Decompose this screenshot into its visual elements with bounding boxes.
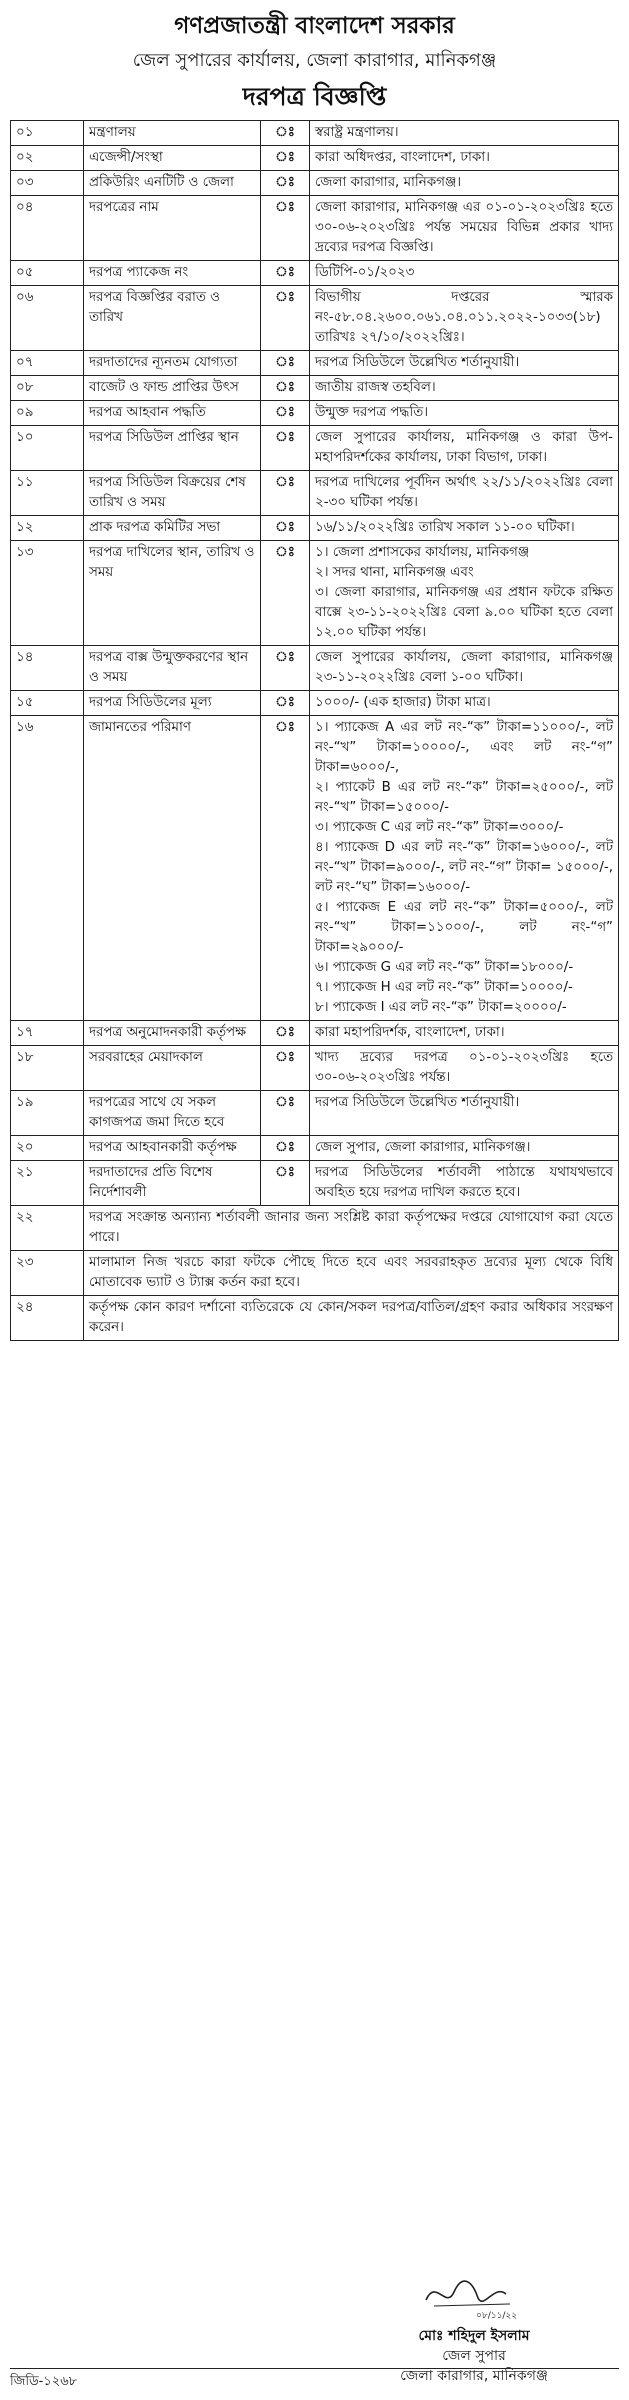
row-colon: ঃ	[261, 376, 310, 401]
table-row	[11, 376, 619, 401]
row-value-line: ৮। প্যাকেজ I এর লট নং-“ক” টাকা=২০০০০/-	[315, 1000, 567, 1015]
signature-mark-icon	[414, 2270, 534, 2322]
row-value: দরপত্র সিডিউলে উল্লেখিত শর্তানুযায়ী।	[310, 351, 619, 376]
row-serial: ২৪	[11, 1296, 84, 1341]
row-value-line: ২। প্যাকেট B এর লট নং-“ক” টাকা=২৫০০০/-, লট নং-“খ” টাকা=১৫০০০/-	[315, 780, 613, 815]
row-serial: ২৩	[11, 1251, 84, 1296]
row-serial: ০৬	[11, 286, 84, 351]
row-value	[310, 716, 619, 1021]
table-row	[11, 196, 619, 261]
row-colon: ঃ	[261, 121, 310, 146]
signatory-office: জেলা কারাগার, মানিকগঞ্জ	[400, 2368, 548, 2384]
row-colon: ঃ	[261, 1021, 310, 1046]
row-value: বিভাগীয় দপ্তরের স্মারক নং-৫৮.০৪.২৬০০.০৬১.০৪.০১১.২০২২-১০৩৩(১৮) তারিখঃ ২৭/১০/২০২২খ্রিঃ।	[310, 286, 619, 351]
row-full-text: দরপত্র সংক্রান্ত অন্যান্য শর্তাবলী জানার জন্য সংশ্লিষ্ট কারা কর্তৃপক্ষের দপ্তরে যোগাযোগ করা যেতে পারে।	[84, 1206, 619, 1251]
row-serial: ১২	[11, 516, 84, 541]
table-row	[11, 351, 619, 376]
row-serial: ১৯	[11, 1091, 84, 1136]
row-colon: ঃ	[261, 351, 310, 376]
row-serial: ০৫	[11, 261, 84, 286]
row-colon: ঃ	[261, 1136, 310, 1161]
row-serial: ১৩	[11, 541, 84, 646]
table-row	[11, 646, 619, 691]
row-colon: ঃ	[261, 1046, 310, 1091]
row-colon: ঃ	[261, 171, 310, 196]
row-colon: ঃ	[261, 261, 310, 286]
row-serial: ২০	[11, 1136, 84, 1161]
row-label: দরপত্র অনুমোদনকারী কর্তৃপক্ষ	[84, 1021, 261, 1046]
row-value-line: ৭। প্যাকেজ H এর লট নং-“ক” টাকা=১০০০০/-	[315, 980, 573, 995]
row-value: জেল সুপার, জেলা কারাগার, মানিকগঞ্জ।	[310, 1136, 619, 1161]
row-label: দরপত্র আহবান পদ্ধতি	[84, 401, 261, 426]
row-serial: ০৪	[11, 196, 84, 261]
table-row	[11, 261, 619, 286]
row-colon: ঃ	[261, 716, 310, 1021]
table-row	[11, 146, 619, 171]
row-value-line: ৪। প্যাকেজ D এর লট নং-“ক” টাকা=১৬০০০/-, লট নং-“খ” টাকা=৯০০০/-, লট নং-“গ” টাকা= ১৫০০০/-, লট নং-“ঘ” টাকা=১৬০০০/-	[315, 840, 613, 895]
row-serial: ০৭	[11, 351, 84, 376]
table-row	[11, 1021, 619, 1046]
table-row	[11, 426, 619, 471]
row-serial: ১৭	[11, 1021, 84, 1046]
row-colon: ঃ	[261, 516, 310, 541]
row-label: দরপত্র আহবানকারী কর্তৃপক্ষ	[84, 1136, 261, 1161]
row-label: প্রাক দরপত্র কমিটির সভা	[84, 516, 261, 541]
row-value-line: ২। সদর থানা, মানিকগঞ্জ এবং	[315, 565, 474, 580]
row-label: দরপত্র সিডিউল প্রাপ্তির স্থান	[84, 426, 261, 471]
row-serial: ০২	[11, 146, 84, 171]
row-label: এজেন্সী/সংস্থা	[84, 146, 261, 171]
row-serial: ১৪	[11, 646, 84, 691]
row-label: দরপত্রের সাথে যে সকল কাগজপত্র জমা দিতে হবে	[84, 1091, 261, 1136]
row-value-line: ৫। প্যাকেজ E এর লট নং-“ক” টাকা=৫০০০/-, লট নং-“খ” টাকা=১১০০০/-, লট নং-“গ” টাকা=২৯০০০/-	[315, 900, 613, 955]
row-value-line: ৩। প্যাকেজ C এর লট নং-“ক” টাকা=৩০০০/-	[315, 820, 564, 835]
row-serial: ০৮	[11, 376, 84, 401]
row-value: জেল সুপারের কার্যালয়, জেলা কারাগার, মানিকগঞ্জ ২৩-১১-২০২২খ্রিঃ বেলা ১-০০ ঘটিকা।	[310, 646, 619, 691]
row-serial: ২১	[11, 1161, 84, 1206]
government-name: গণপ্রজাতন্ত্রী বাংলাদেশ সরকার	[174, 13, 455, 39]
row-label: দরপত্র দাখিলের স্থান, তারিখ ও সময়	[84, 541, 261, 646]
row-serial: ০৯	[11, 401, 84, 426]
row-label: দরপত্র বিজ্ঞপ্তির বরাত ও তারিখ	[84, 286, 261, 351]
table-row	[11, 471, 619, 516]
row-value: দরপত্র সিডিউলে উল্লেখিত শর্তানুযায়ী।	[310, 1091, 619, 1136]
table-row	[11, 691, 619, 716]
row-colon: ঃ	[261, 286, 310, 351]
row-serial: ২২	[11, 1206, 84, 1251]
row-value: কারা মহাপরিদর্শক, বাংলাদেশ, ঢাকা।	[310, 1021, 619, 1046]
row-serial: ০৩	[11, 171, 84, 196]
row-full-text: মালামাল নিজ খরচে কারা ফটকে পৌছে দিতে হবে এবং সরবরাহকৃত দ্রব্যের মূল্য থেকে বিধি মোতাবেক ভ্যাট ও ট্যাক্স কর্তন করা হবে।	[84, 1251, 619, 1296]
table-row	[11, 516, 619, 541]
row-label: দরদাতাদের প্রতি বিশেষ নির্দেশাবলী	[84, 1161, 261, 1206]
row-label: দরপত্র সিডিউল বিক্রয়ের শেষ তারিখ ও সময়	[84, 471, 261, 516]
table-row	[11, 401, 619, 426]
row-value-line: ১। জেলা প্রশাসকের কার্যালয়, মানিকগঞ্জ	[315, 545, 530, 560]
table-row	[11, 1251, 619, 1296]
row-serial: ১৫	[11, 691, 84, 716]
row-value-line: ৩। জেলা কারাগার, মানিকগঞ্জ এর প্রধান ফটকে রক্ষিত বাক্সে ২৩-১১-২০২২খ্রিঃ বেলা ৯.০০ ঘটিকা হতে বেলা ১২.০০ ঘটিকা পর্যন্ত।	[315, 585, 613, 640]
row-label: দরদাতাদের ন্যূনতম যোগ্যতা	[84, 351, 261, 376]
row-full-text: কর্তৃপক্ষ কোন কারণ দর্শানো ব্যতিরেকে যে কোন/সকল দরপত্র/বাতিল/গ্রহণ করার অধিকার সংরক্ষণ করেন।	[84, 1296, 619, 1341]
row-value-line: ১। প্যাকেজ A এর লট নং-“ক” টাকা=১১০০০/-, লট নং-“খ” টাকা=১০০০০/-, এবং লট নং-“গ” টাকা=৬০০০/-,	[315, 720, 613, 775]
row-colon: ঃ	[261, 691, 310, 716]
row-value: কারা অধিদপ্তর, বাংলাদেশ, ঢাকা।	[310, 146, 619, 171]
row-value: জাতীয় রাজস্ব তহবিল।	[310, 376, 619, 401]
row-colon: ঃ	[261, 401, 310, 426]
row-serial: ০১	[11, 121, 84, 146]
table-row	[11, 716, 619, 1021]
table-row	[11, 1161, 619, 1206]
row-value: ডিটিপি-০১/২০২৩	[310, 261, 619, 286]
row-label: সরবরাহের মেয়াদকাল	[84, 1046, 261, 1091]
row-value: উন্মুক্ত দরপত্র পদ্ধতি।	[310, 401, 619, 426]
tender-details-table	[10, 120, 619, 1341]
row-colon: ঃ	[261, 426, 310, 471]
notice-title: দরপত্র বিজ্ঞপ্তি	[242, 82, 387, 111]
row-value: জেলা কারাগার, মানিকগঞ্জ এর ০১-০১-২০২৩খ্রিঃ হতে ৩০-০৬-২০২৩খ্রিঃ পর্যন্ত সময়ের বিভিন্ন প্রকার খাদ্য দ্রব্যের দরপত্র বিজ্ঞপ্তি।	[310, 196, 619, 261]
row-colon: ঃ	[261, 471, 310, 516]
row-colon: ঃ	[261, 541, 310, 646]
row-label: বাজেট ও ফান্ড প্রাপ্তির উৎস	[84, 376, 261, 401]
gd-reference: জিডি-১২৬৮	[10, 2374, 78, 2389]
table-row	[11, 1136, 619, 1161]
row-label: দরপত্রের নাম	[84, 196, 261, 261]
row-colon: ঃ	[261, 146, 310, 171]
row-label: দরপত্র প্যাকেজ নং	[84, 261, 261, 286]
row-label: দরপত্র বাক্স উন্মুক্তকরণের স্থান ও সময়	[84, 646, 261, 691]
table-row	[11, 541, 619, 646]
signature-date: ০৮/১১/২২	[476, 2311, 518, 2321]
bottom-divider	[10, 2368, 619, 2369]
row-label: জামানতের পরিমাণ	[84, 716, 261, 1021]
table-row	[11, 286, 619, 351]
row-value: জেলা কারাগার, মানিকগঞ্জ।	[310, 171, 619, 196]
signatory-designation: জেল সুপার	[442, 2348, 506, 2364]
table-row	[11, 1091, 619, 1136]
table-row	[11, 121, 619, 146]
row-label: মন্ত্রণালয়	[84, 121, 261, 146]
notice-header	[10, 0, 619, 116]
row-label: দরপত্র সিডিউলের মূল্য	[84, 691, 261, 716]
row-colon: ঃ	[261, 646, 310, 691]
row-label: প্রকিউরিং এনটিটি ও জেলা	[84, 171, 261, 196]
row-serial: ১১	[11, 471, 84, 516]
row-value: দরপত্র সিডিউলের শর্তাবলী পাঠান্তে যথাযথভাবে অবহিত হয়ে দরপত্র দাখিল করতে হবে।	[310, 1161, 619, 1206]
row-colon: ঃ	[261, 196, 310, 261]
row-serial: ১৬	[11, 716, 84, 1021]
row-colon: ঃ	[261, 1091, 310, 1136]
row-serial: ১৮	[11, 1046, 84, 1091]
row-value: খাদ্য দ্রব্যের দরপত্র ০১-০১-২০২৩খ্রিঃ হতে ৩০-০৬-২০২৩খ্রিঃ পর্যন্ত।	[310, 1046, 619, 1091]
row-value: ১০০০/- (এক হাজার) টাকা মাত্র।	[310, 691, 619, 716]
row-value	[310, 541, 619, 646]
row-value-line: ৬। প্যাকেজ G এর লট নং-“ক” টাকা=১৮০০০/-	[315, 960, 574, 975]
table-row	[11, 171, 619, 196]
table-row	[11, 1046, 619, 1091]
row-colon: ঃ	[261, 1161, 310, 1206]
row-value: দরপত্র দাখিলের পূর্বদিন অর্থাৎ ২২/১১/২০২২খ্রিঃ বেলা ২-৩০ ঘটিকা পর্যন্ত।	[310, 471, 619, 516]
row-serial: ১০	[11, 426, 84, 471]
row-value: স্বরাষ্ট্র মন্ত্রণালয়।	[310, 121, 619, 146]
office-name: জেল সুপারের কার্যালয়, জেলা কারাগার, মানিকগঞ্জ	[132, 50, 497, 71]
row-value: ১৬/১১/২০২২খ্রিঃ তারিখ সকাল ১১-০০ ঘটিকা।	[310, 516, 619, 541]
row-value: জেল সুপারের কার্যালয়, মানিকগঞ্জ ও কারা উপ-মহাপরিদর্শকের কার্যালয়, ঢাকা বিভাগ, ঢাকা।	[310, 426, 619, 471]
table-row	[11, 1296, 619, 1341]
signatory-name: মোঃ শহিদুল ইসলাম	[418, 2328, 530, 2344]
table-row	[11, 1206, 619, 1251]
